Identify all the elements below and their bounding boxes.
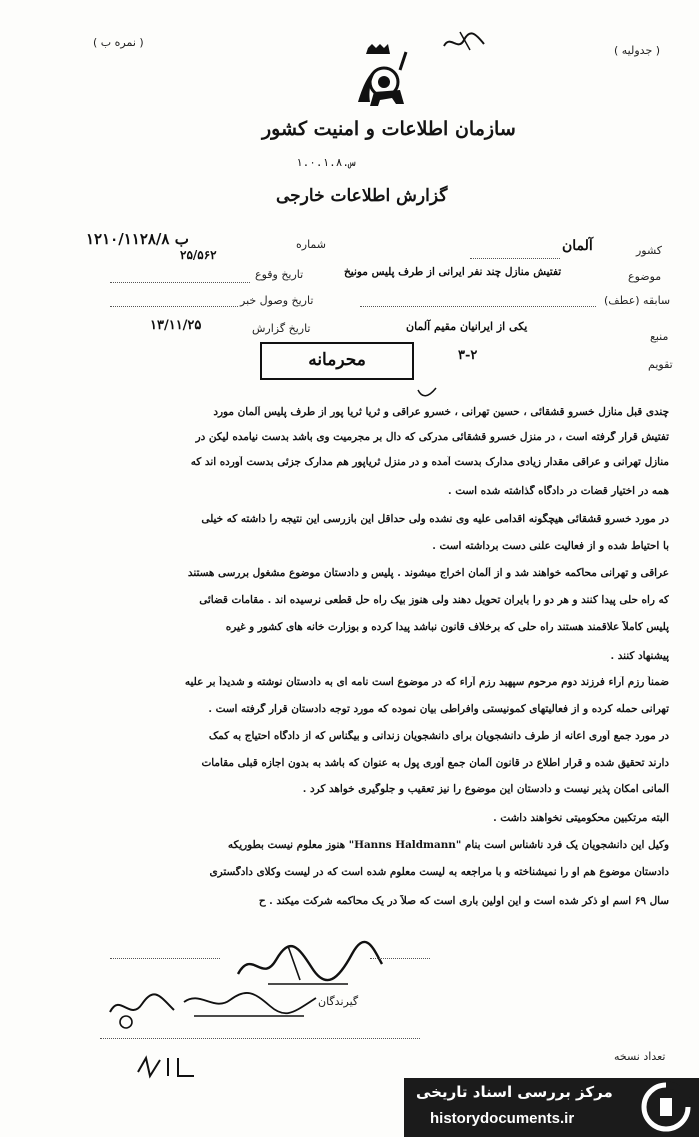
body-line: در مورد جمع آوری اعانه از طرف دانشجویان برای دانشجویان زندانی و بیگناس که از دادگاه احتیاج به کمک [208, 730, 669, 742]
rating-value: ۳-۲ [458, 348, 478, 363]
body-line: عراقی و تهرانی محاکمه خواهند شد و از آلمان اخراج میشوند . پلیس و دادستان موضوع مشغول بررسی هستند [187, 567, 669, 579]
event-date-label: تاریخ وقوع [255, 268, 304, 281]
body-line: تهرانی حمله کرده و از فعالیتهای کمونیستی وافراطی بیان نموده که مورد توجه دادستان قرار گرفته است . [208, 703, 669, 715]
body-line: تفتیش قرار گرفته است ، در منزل خسرو قشقائی مدرکی که دال بر مجرمیت وی باشد بدست نیامده لیکن در [195, 431, 669, 443]
body-line: البته مرتکبین محکومیتی نخواهند داشت . [493, 812, 669, 824]
copy-count-label: تعداد نسخه [614, 1050, 666, 1063]
signature-dots-1 [110, 958, 220, 959]
handwritten-recipients-scrawl [104, 982, 324, 1032]
recipients-dots [100, 1038, 420, 1039]
background-dots [360, 306, 596, 307]
number-subvalue: ۲۵/۵۶۲ [180, 248, 217, 262]
body-line: چندی قبل منازل خسرو قشقائی ، حسین تهرانی ، خسرو عراقی و ثریا ثریا پور از طرف پلیس آلمان مورد [213, 406, 669, 418]
footer-brand-url: historydocuments.ir [430, 1110, 575, 1127]
number-value: ۱۲۱۰/۱۱۲۸/۸ ب [86, 230, 189, 248]
body-line: در مورد خسرو قشقائی هیچگونه اقدامی علیه وی نشده ولی حداقل این بازرسی این نتیجه را داشته که خیلی [201, 513, 669, 525]
country-value: آلمان [562, 238, 593, 254]
event-date-dots [110, 282, 250, 283]
received-date-dots [110, 306, 238, 307]
body-line: وکیل این دانشجویان یک فرد ناشناس است بنام "Hanns Haldmann" هنوز معلوم نیست بطوریکه [227, 839, 669, 851]
confidential-stamp [260, 342, 414, 380]
organization-name: سازمان اطلاعات و امنیت کشور [262, 118, 516, 140]
background-label: سابقه (عطف) [604, 294, 671, 307]
body-line: منازل تهرانی و عراقی مقدار زیادی مدارک بدست آمده و در منزل ثریاپور هم مدارک جزئی بدست آورده اند که [190, 456, 669, 468]
handwritten-mark-top [440, 28, 490, 56]
country-label: کشور [636, 244, 663, 257]
confidential-stamp-text: محرمانه [308, 350, 366, 370]
top-left-tag: ( جدولیه ) [614, 44, 661, 57]
country-dots [470, 258, 560, 259]
signature-dots-2 [370, 958, 430, 959]
body-line: ضمناً رزم آراء فرزند دوم مرحوم سپهبد رزم آراء که در موضوع است نامه ای به دادستان نوشته و شدیداً بر علیه [184, 676, 669, 688]
source-label: منبع [650, 330, 669, 343]
body-line: سال ۶۹ اسم او ذکر شده است و این اولین باری است که صلاً در یک محاکمه شرکت میکند . ح [258, 895, 669, 907]
margin-check-mark [416, 386, 438, 400]
organization-ref-code: س.۱.۰.۱.۸ [296, 156, 356, 169]
archive-logo-icon [636, 1078, 696, 1137]
top-right-tag: ( نمره ب ) [93, 36, 144, 49]
body-line: همه در اختیار قضات در دادگاه گذاشته شده است . [447, 485, 669, 497]
body-line: پیشنهاد کنند . [610, 650, 669, 662]
body-line: دارند تحقیق شده و قرار اطلاع در قانون آلمان جمع آوری پول به عنوان که باشد به بدون اجازه قبلی مقامات [201, 757, 669, 769]
rating-label: تقویم [648, 358, 673, 371]
body-line: پلیس کاملاً علاقمند هستند راه حلی که برخلاف قانون نباشد پیدا کرده و بوزارت خانه های کشور و غیره [225, 621, 669, 633]
lion-and-sun-emblem [344, 42, 414, 114]
subject-label: موضوع [628, 270, 662, 283]
body-line: آلمانی امکان پذیر نیست و دادستان این موضوع را نیز تعقیب و جلوگیری خواهد کرد . [302, 783, 669, 795]
source-value: یکی از ایرانیان مقیم آلمان [406, 320, 528, 333]
report-title: گزارش اطلاعات خارجی [276, 186, 448, 206]
handwritten-copy-mark [134, 1052, 204, 1082]
received-date-label: تاریخ وصول خبر [240, 294, 314, 307]
body-line: با احتیاط شده و از فعالیت علنی دست برداشته است . [432, 540, 669, 552]
report-date-label: تاریخ گزارش [252, 322, 311, 335]
subject-value: تفتیش منازل چند نفر ایرانی از طرف پلیس مونیخ [344, 266, 562, 278]
recipients-label: گیرندگان [318, 995, 359, 1008]
body-line: که راه حلی پیدا کنند و هر دو را بایران تحویل دهند ولی هنوز بیک راه حل قطعی نرسیده اند . مقامات قضائی [199, 594, 669, 606]
footer-brand-persian: مرکز بررسی اسناد تاریخی [416, 1083, 613, 1101]
number-label: شماره [296, 238, 327, 251]
report-date-value: ۱۳/۱۱/۲۵ [150, 318, 202, 333]
body-line: دادستان موضوع هم او را نمیشناخته و با مراجعه به لیست معلوم شده است که در لیست وکلای دادگستری [209, 866, 669, 878]
